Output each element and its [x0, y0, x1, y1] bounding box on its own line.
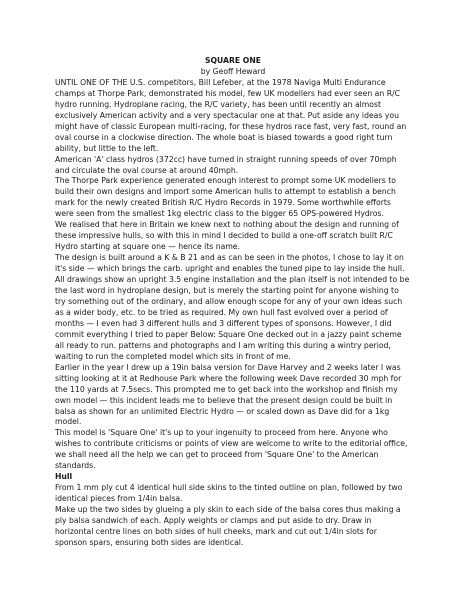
- section-heading-hull: Hull: [55, 472, 73, 482]
- document-page: [55, 56, 411, 549]
- paragraph-britain: We realised that here in Britain we knew next to nothing about the design and running of these impressive hulls, so with this in mind I decided to build a one-off scratch built R/C Hydro starting at square one — hence its name.: [55, 220, 399, 252]
- article-title: SQUARE ONE: [204, 56, 262, 65]
- article-byline: by Geoff Heward: [200, 66, 266, 76]
- hull-paragraph-skins: From 1 mm ply cut 4 identical hull side skins to the tinted outline on plan, followed by two identical pieces from 1/4in balsa.: [55, 483, 403, 504]
- paragraph-speeds: American 'A' class hydros (372cc) have turned in straight running speeds of over 70mph and circulate the oval course at around 40mph.: [55, 154, 397, 175]
- paragraph-earlier: Earlier in the year I drew up a 19in balsa version for Dave Harvey and 2 weeks later I was sitting looking at it at Redhouse Park where the following week Dave recorded 30 mph for the 110 yards at 7.5secs. This prompted me to get back into the workshop and finish my own model — this incident leads me to believe that the present design could be built in balsa as shown for an unlimited Electric Hydro — or scaled down as Dave did for a 1kg model.: [55, 362, 402, 427]
- paragraph-design: The design is built around a K & B 21 and as can be seen in the photos, I chose to lay it on it's side — which brings the carb. upright and enables the tuned pipe to lay inside the hull. All drawings show an upright 3.5 engine installation and the plan itself is not intended to be the last word in hydroplane design, but is merely the starting point for anyone wishing to try something out of the ordinary, and allow enough scope for any of your own ideas such as a wider body, etc. to be tried as required. My own hull fast evolved over a period of months — I even had 3 different hulls and 3 different types of sponsons. However, I did commit everything I tried to paper Below: Square One decked out in a jazzy paint scheme all ready to run. patterns and photographs and I am writing this during a wintry period, waiting to run the completed model which sits in front of me.: [55, 253, 410, 361]
- hull-paragraph-sides: Make up the two sides by glueing a ply skin to each side of the balsa cores thus making a ply balsa sandwich of each. Apply weights or clamps and put aside to dry. Draw in horizontal centre lines on both sides of hull cheeks, mark and cut out 1/4in slots for sponson spars, ensuring both sides are identical.: [55, 505, 401, 547]
- paragraph-intro: UNTIL ONE OF THE U.S. competitors, Bill Lefeber, at the 1978 Naviga Multi Endurance champs at Thorpe Park, demonstrated his model, few UK modellers had ever seen an R/C hydro running. Hydroplane racing, the R/C variety, has been until recently an almost exclusively American activity and a very spectacular one at that. Put aside any ideas you might have of classic European multi-racing, for these hydros race fast, very fast, round an oval course in a clockwise direction. The whole boat is biased towards a good right turn ability, but little to the left.: [55, 77, 407, 153]
- paragraph-square-one: This model is 'Square One' it's up to your ingenuity to proceed from here. Anyone who wishes to contribute criticisms or points of view are welcome to write to the editorial office, we shall need all the help we can get to proceed from 'Square One' to the American standards.: [55, 428, 408, 471]
- paragraph-thorpe-park: The Thorpe Park experience generated enough interest to prompt some UK modellers to build their own designs and import some American hulls to attempt to establish a bench mark for the newly created British R/C Hydro Records in 1979. Some worthwhile efforts were seen from the smallest 1kg electric class to the bigger 65 OPS-powered Hydros.: [55, 176, 396, 219]
